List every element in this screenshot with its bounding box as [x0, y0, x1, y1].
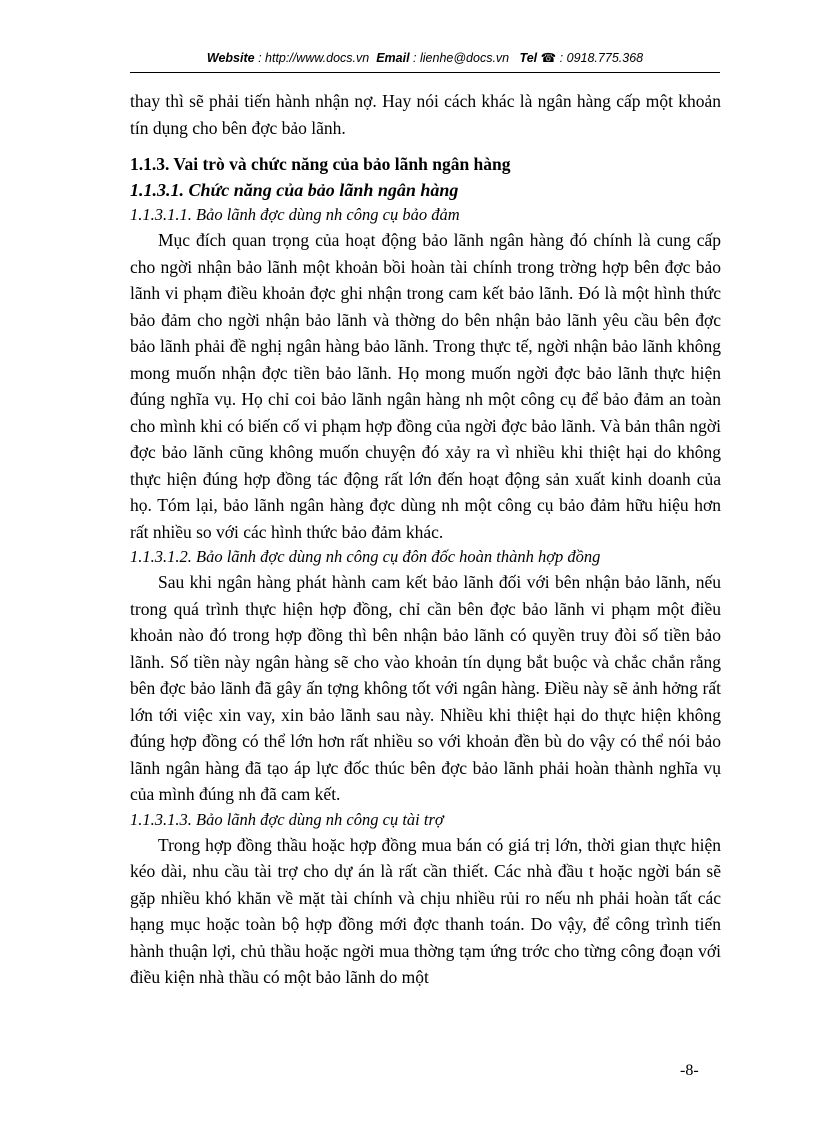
paragraph-completion-tool: Sau khi ngân hàng phát hành cam kết bảo lãnh đối với bên nhận bảo lãnh, nếu trong quá trình thực hiện hợp đồng, chỉ cần bên đợc bảo lãnh vi phạm một điều khoản nào đó trong hợp đồng thì bên nhận bảo lãnh có quyền truy đòi số tiền bảo lãnh. Số tiền này ngân hàng sẽ cho vào khoản tín dụng bắt buộc và chắc chắn rằng bên đợc bảo lãnh đã gây ấn tợng không tốt với ngân hàng. Điều này sẽ ảnh hởng rất lớn tới việc xin vay, xin bảo lãnh sau này. Nhiều khi thiệt hại do thực hiện không đúng hợp đồng có thể lớn hơn rất nhiều so với khoản đền bù do vậy có thể nói bảo lãnh ngân hàng đã tạo áp lực đốc thúc bên đợc bảo lãnh phải hoàn thành nghĩa vụ của mình đúng nh đã cam kết.: [130, 572, 721, 804]
page-content: [130, 88, 721, 991]
paragraph-intro: thay thì sẽ phải tiến hành nhận nợ. Hay nói cách khác là ngân hàng cấp một khoản tín dụng cho bên đợc bảo lãnh.: [130, 91, 721, 138]
section-heading-1-1-3-1-3: 1.1.3.1.3. Bảo lãnh đợc dùng nh công cụ tài trợ: [130, 809, 444, 829]
email-label: Email: [376, 51, 410, 65]
page-number: -8-: [680, 1062, 699, 1079]
paragraph-financing-tool: Trong hợp đồng thầu hoặc hợp đồng mua bán có giá trị lớn, thời gian thực hiện kéo dài, nhu cầu tài trợ cho dự án là rất cần thiết. Các nhà đầu t hoặc ngời bán sẽ gặp nhiều khó khăn về mặt tài chính và chịu nhiều rủi ro nếu nh phải hoàn tất các hạng mục hoặc toàn bộ hợp đồng mới đợc thanh toán. Do vậy, để công trình tiến hành thuận lợi, chủ thầu hoặc ngời mua thờng tạm ứng trớc cho từng công đoạn với điều kiện nhà thầu có một bảo lãnh do một: [130, 834, 721, 987]
section-heading-1-1-3-1-2: 1.1.3.1.2. Bảo lãnh đợc dùng nh công cụ đôn đốc hoàn thành hợp đồng: [130, 547, 601, 566]
website-value: : http://www.docs.vn: [258, 51, 370, 65]
tel-value: ☎ : 0918.775.368: [540, 51, 644, 65]
header-divider: [130, 72, 720, 73]
section-heading-1-1-3-1: 1.1.3.1. Chức năng của bảo lãnh ngân hàng: [130, 180, 459, 200]
page-header: [130, 50, 720, 65]
section-heading-1-1-3: 1.1.3. Vai trò và chức năng của bảo lãnh ngân hàng: [130, 154, 511, 174]
email-value: : lienhe@docs.vn: [413, 51, 510, 65]
tel-label: Tel: [519, 51, 538, 65]
website-label: Website: [206, 51, 255, 65]
section-heading-1-1-3-1-1: 1.1.3.1.1. Bảo lãnh đợc dùng nh công cụ bảo đảm: [130, 205, 460, 224]
paragraph-guarantee-tool: Mục đích quan trọng của hoạt động bảo lãnh ngân hàng đó chính là cung cấp cho ngời nhận bảo lãnh một khoản bồi hoàn tài chính trong trờng hợp bên đợc bảo lãnh vi phạm điều khoản đợc ghi nhận trong cam kết bảo lãnh. Đó là một hình thức bảo đảm cho ngời nhận bảo lãnh và thờng do bên nhận bảo lãnh yêu cầu bên đợc bảo lãnh phải đề nghị ngân hàng bảo lãnh. Trong thực tế, ngời nhận bảo lãnh không mong muốn nhận đợc tiền bảo lãnh. Họ mong muốn ngời đợc bảo lãnh thực hiện đúng nghĩa vụ. Họ chỉ coi bảo lãnh ngân hàng nh một công cụ để bảo đảm an toàn cho mình khi có biến cố vi phạm hợp đồng của ngời đợc bảo lãnh. Và bản thân ngời đợc bảo lãnh cũng không muốn chuyện đó xảy ra vì nhiều khi thiệt hại do không thực hiện đúng hợp đồng tác động rất lớn đến hoạt động sản xuất kinh doanh của họ. Tóm lại, bảo lãnh ngân hàng đợc dùng nh một công cụ bảo đảm hữu hiệu hơn rất nhiều so với các hình thức bảo đảm khác.: [130, 230, 721, 542]
